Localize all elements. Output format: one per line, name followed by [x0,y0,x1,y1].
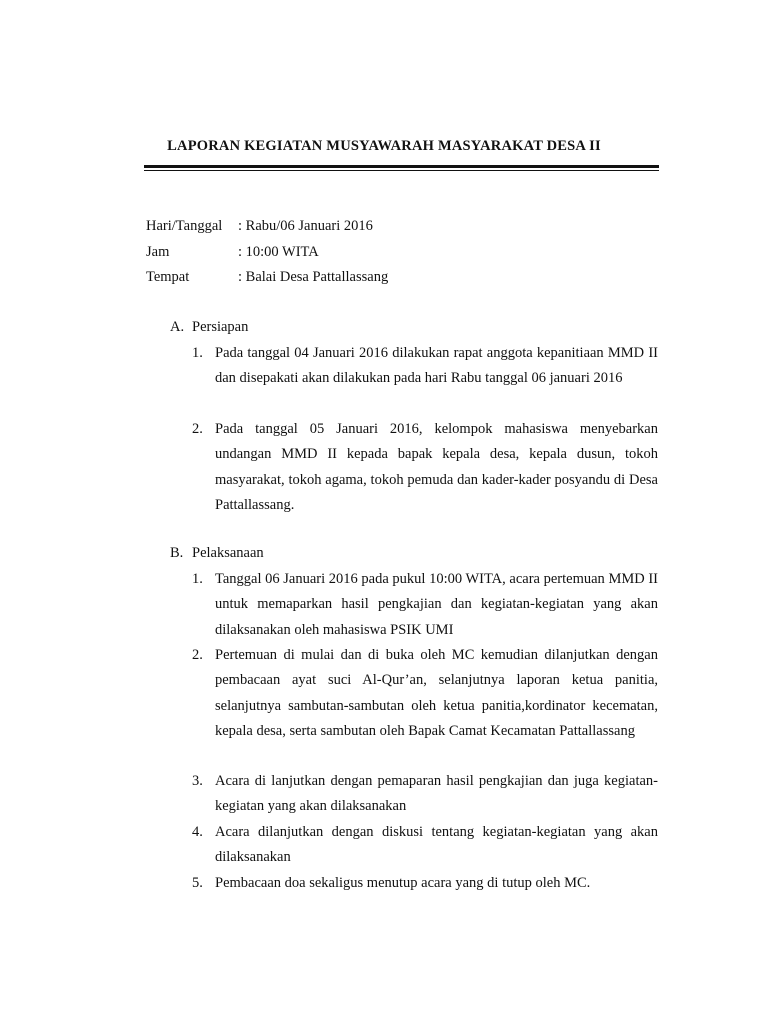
item-number: 5. [192,875,203,891]
item-text: Pada tanggal 05 Januari 2016, kelompok mahasiswa menyebarkan undangan MMD II kepada bapak kepala desa, kepala dusun, tokoh masyarakat, tokoh agama, tokoh pemuda dan kader-kader posyandu di Desa Pattallassang. [215,421,658,513]
item-text: Acara dilanjutkan dengan diskusi tentang kegiatan-kegiatan yang akan dilaksanakan [215,824,658,866]
info-value: : Rabu/06 Januari 2016 [238,218,373,234]
item-number: 2. [192,647,203,663]
list-item [192,417,658,518]
item-text: Tanggal 06 Januari 2016 pada pukul 10:00 WITA, acara pertemuan MMD II untuk memaparkan hasil pengkajian dan kegiatan-kegiatan yang akan dilaksanakan oleh mahasiswa PSIK UMI [215,571,658,638]
item-number: 3. [192,773,203,789]
list-item [192,567,658,643]
list-item [192,820,658,871]
item-number: 1. [192,571,203,587]
item-text: Pada tanggal 04 Januari 2016 dilakukan rapat anggota kepanitiaan MMD II dan disepakati akan dilakukan pada hari Rabu tanggal 06 januari 2016 [215,345,658,387]
info-value: : Balai Desa Pattallassang [238,269,389,285]
item-number: 1. [192,345,203,361]
section-title: Pelaksanaan [192,545,264,561]
item-text: Acara di lanjutkan dengan pemaparan hasil pengkajian dan juga kegiatan-kegiatan yang akan dilaksanakan [215,773,658,815]
list-item [192,769,658,820]
section-title: Persiapan [192,319,249,335]
info-label: Hari/Tanggal [146,218,223,234]
item-text: Pembacaan doa sekaligus menutup acara yang di tutup oleh MC. [215,875,591,891]
section-letter: B. [170,545,184,561]
info-label: Tempat [146,269,190,285]
list-item [192,341,658,392]
document-title: LAPORAN KEGIATAN MUSYAWARAH MASYARAKAT DESA II [167,138,601,154]
title-rule-thin [144,170,659,171]
list-item [192,871,658,896]
list-item [192,643,658,744]
item-text: Pertemuan di mulai dan di buka oleh MC kemudian dilanjutkan dengan pembacaan ayat suci Al-Qur’an, selanjutnya laporan ketua panitia, selanjutnya sambutan-sambutan oleh ketua panitia,kordinator kecematan, kepala desa, serta sambutan oleh Bapak Camat Kecamatan Pattallassang [215,647,658,739]
title-rule-thick [144,165,659,168]
section-letter: A. [170,319,185,335]
info-value: : 10:00 WITA [238,244,319,260]
info-label: Jam [146,244,170,260]
item-number: 2. [192,421,203,437]
item-number: 4. [192,824,203,840]
